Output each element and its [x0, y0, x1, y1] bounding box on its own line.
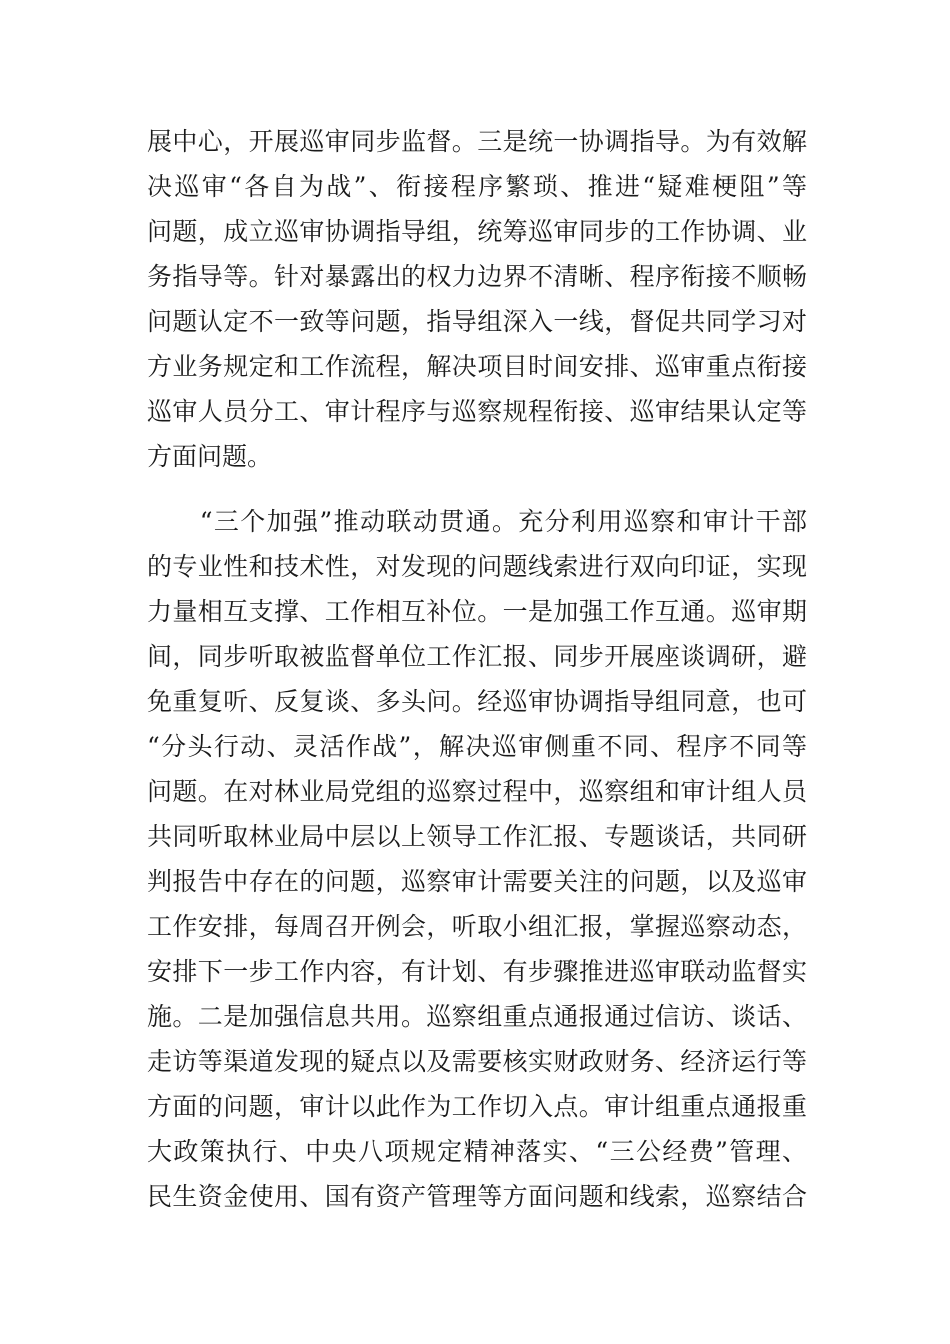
document-body [147, 119, 807, 1219]
text-line: 间，同步听取被监督单位工作汇报、同步开展座谈调研，避 [147, 642, 807, 671]
text-line: 走访等渠道发现的疑点以及需要核实财政财务、经济运行等 [147, 1047, 807, 1076]
paragraph-spacer [147, 479, 807, 499]
text-line: 务指导等。针对暴露出的权力边界不清晰、程序衔接不顺畅 [147, 262, 807, 291]
text-line: “三个加强”推动联动贯通。充分利用巡察和审计干部 [147, 507, 807, 536]
text-line: 问题，成立巡审协调指导组，统筹巡审同步的工作协调、业 [147, 217, 807, 246]
text-line: 共同听取林业局中层以上领导工作汇报、专题谈话，共同研 [147, 822, 807, 851]
text-line: 安排下一步工作内容，有计划、有步骤推进巡审联动监督实 [147, 957, 807, 986]
text-line: 方面问题。 [147, 442, 273, 471]
text-line: 大政策执行、中央八项规定精神落实、“三公经费”管理、 [147, 1137, 807, 1166]
text-line: 展中心，开展巡审同步监督。三是统一协调指导。为有效解 [147, 127, 807, 156]
text-line: 决巡审“各自为战”、衔接程序繁琐、推进“疑难梗阻”等 [147, 172, 807, 201]
text-line: 方业务规定和工作流程，解决项目时间安排、巡审重点衔接 [147, 352, 807, 381]
text-line: 判报告中存在的问题，巡察审计需要关注的问题，以及巡审 [147, 867, 807, 896]
text-line: “分头行动、灵活作战”，解决巡审侧重不同、程序不同等 [147, 732, 807, 761]
text-line: 工作安排，每周召开例会，听取小组汇报，掌握巡察动态， [147, 912, 807, 941]
paragraph-1 [147, 119, 807, 479]
paragraph-2 [147, 499, 807, 1219]
text-line: 的专业性和技术性，对发现的问题线索进行双向印证，实现 [147, 552, 807, 581]
text-line: 问题。在对林业局党组的巡察过程中，巡察组和审计组人员 [147, 777, 807, 806]
text-line: 免重复听、反复谈、多头问。经巡审协调指导组同意，也可 [147, 687, 807, 716]
text-line: 巡审人员分工、审计程序与巡察规程衔接、巡审结果认定等 [147, 397, 807, 426]
text-line: 民生资金使用、国有资产管理等方面问题和线索，巡察结合 [147, 1182, 807, 1211]
text-line: 问题认定不一致等问题，指导组深入一线，督促共同学习对 [147, 307, 807, 336]
text-line: 施。二是加强信息共用。巡察组重点通报通过信访、谈话、 [147, 1002, 807, 1031]
text-line: 力量相互支撑、工作相互补位。一是加强工作互通。巡审期 [147, 597, 807, 626]
text-line: 方面的问题，审计以此作为工作切入点。审计组重点通报重 [147, 1092, 807, 1121]
